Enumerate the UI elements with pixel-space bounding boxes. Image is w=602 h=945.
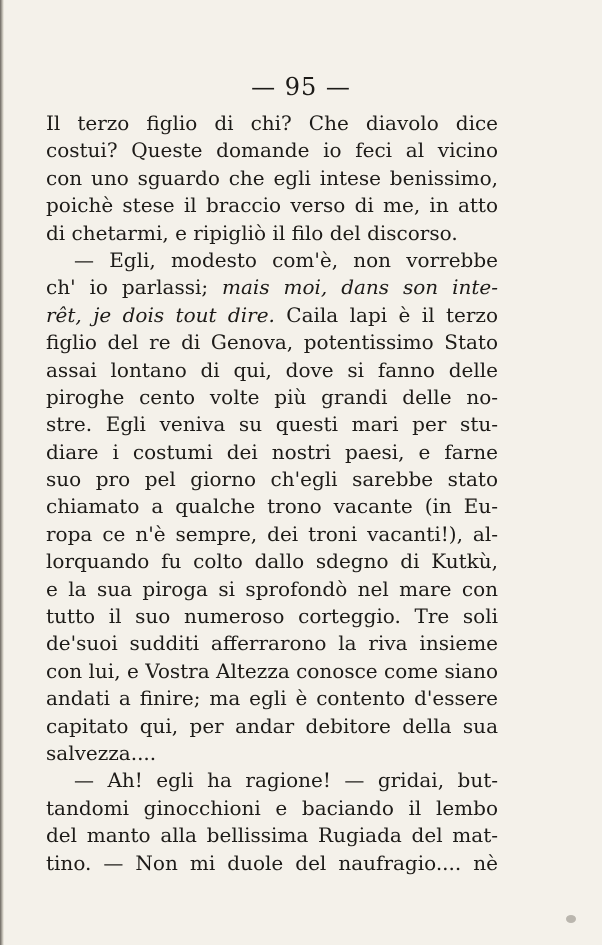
text-line [46,274,498,301]
text-line: poichè stese il braccio verso di me, in atto [46,193,498,218]
text-line: salvezza.... [46,740,157,765]
text-line: con lui, e Vostra Altezza conosce come siano [46,658,498,683]
text-line: — Ah! egli ha ragione! — gridai, but- [74,768,498,793]
text-line: e la sua piroga si sprofondò nel mare con [46,576,498,601]
text-line: di chetarmi, e ripigliò il filo del discorso. [46,220,458,245]
text-line: de'suoi sudditi afferrarono la riva insieme [46,631,498,656]
text-line: suo pro pel giorno ch'egli sarebbe stato [46,467,498,492]
text-line: chiamato a qualche trono vacante (in Eu- [46,494,498,519]
text-line: capitato qui, per andar debitore della sua [46,713,498,738]
text-line: stre. Egli veniva su questi mari per stu- [46,412,498,437]
ink-speck [566,915,576,923]
text-body [46,110,498,877]
italic-run: mais moi, dans son inte- [222,275,498,300]
text-line: lorquando fu colto dallo sdegno di Kutkù, [46,549,498,574]
roman-run: ch' io parlassi; [46,275,223,300]
text-line: costui? Queste domande io feci al vicino [46,138,498,163]
page-number: — 95 — [251,73,351,101]
text-line: ropa ce n'è sempre, dei troni vacanti!), al- [46,521,498,546]
text-line: tutto il suo numeroso corteggio. Tre soli [46,604,498,629]
text-line [46,302,498,329]
text-line: diare i costumi dei nostri paesi, e farne [46,439,498,464]
text-line: piroghe cento volte più grandi delle no- [46,384,498,409]
italic-run: rêt, je dois tout dire. [46,302,275,327]
text-line: assai lontano di qui, dove si fanno delle [46,357,498,382]
text-line: tino. — Non mi duole del naufragio.... nè [46,850,498,875]
text-line: andati a finire; ma egli è contento d'essere [46,686,498,711]
text-line: — Egli, modesto com'è, non vorrebbe [74,247,498,272]
text-line: del manto alla bellissima Rugiada del mat- [46,823,498,848]
text-line: tandomi ginocchioni e baciando il lembo [46,795,498,820]
text-line: figlio del re di Genova, potentissimo Stato [46,330,498,355]
text-line: Il terzo figlio di chi? Che diavolo dice [46,111,498,135]
text-line: con uno sguardo che egli intese benissimo, [46,165,498,190]
roman-run: Caila lapi è il terzo [274,302,498,327]
